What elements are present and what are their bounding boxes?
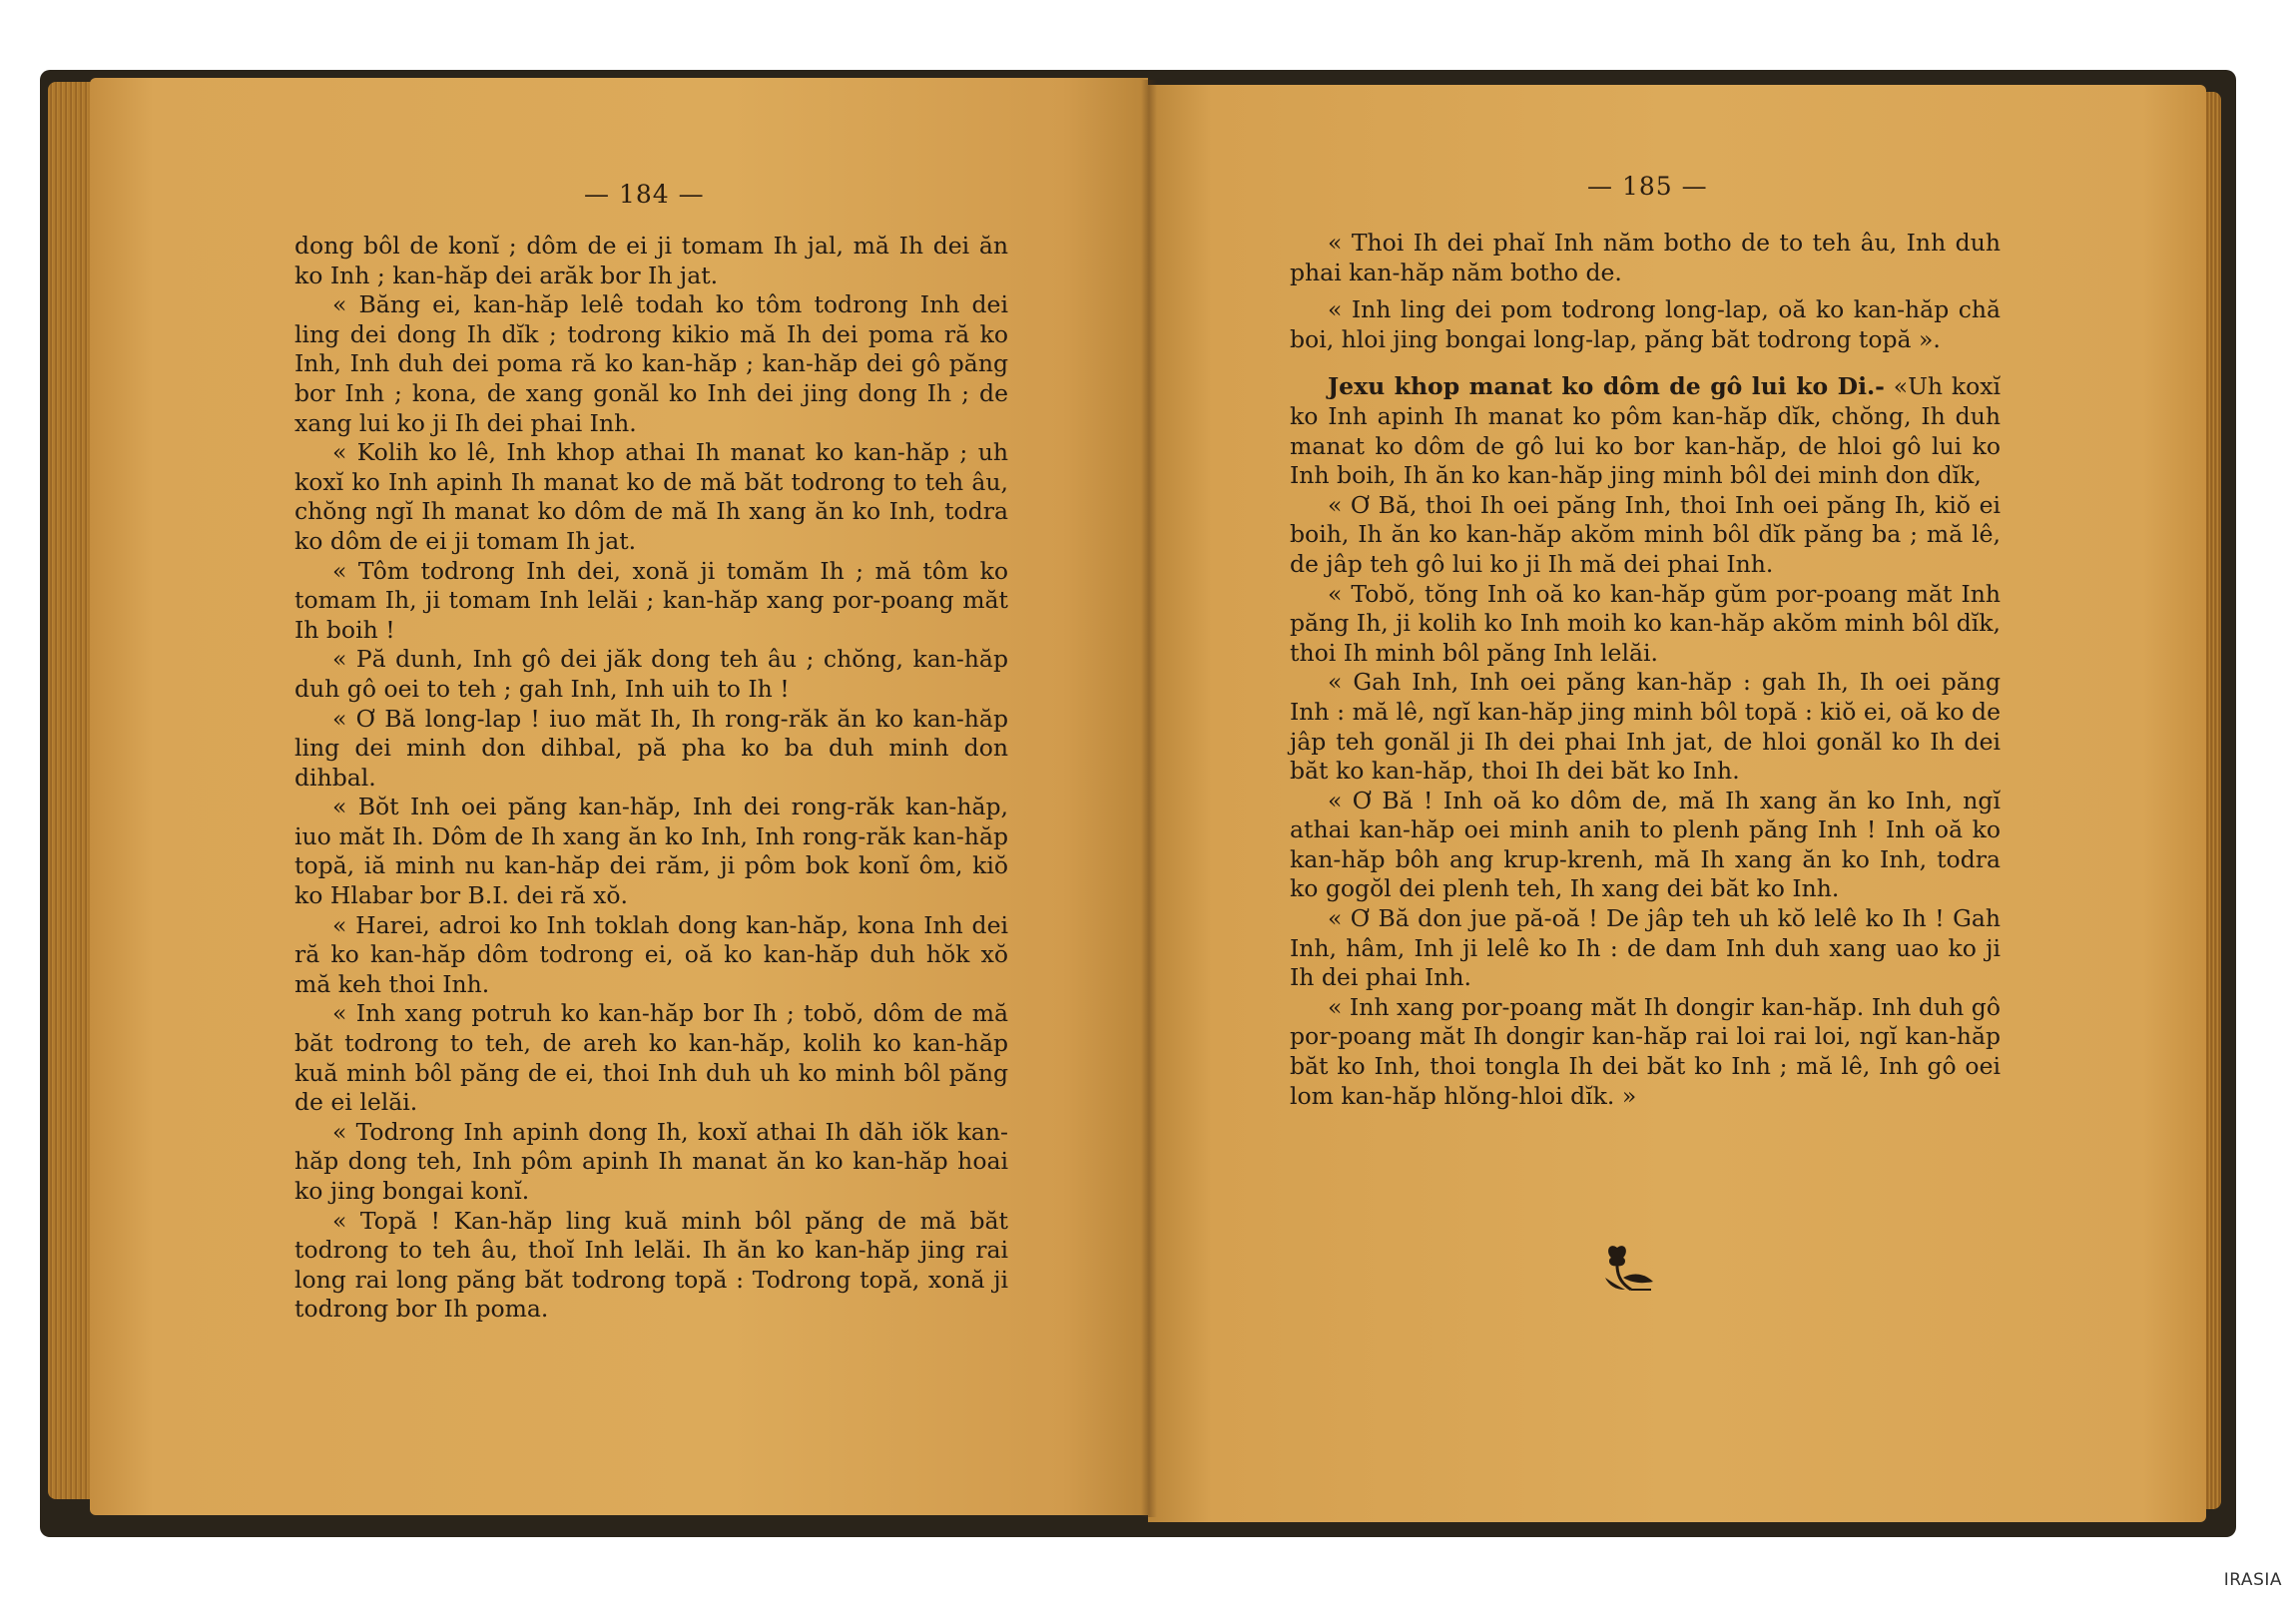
left-paragraph-10: « Todrong Inh apinh dong Ih, koxĭ athai Ih dăh iŏk kan-hăp dong teh, Inh pôm apinh Ih manat ăn ko kan-hăp hoai ko jing bongai konĭ. [294, 1117, 1008, 1205]
left-paragraph-6: « Ơ Bă long-lap ! iuo măt Ih, Ih rong-răk ăn ko kan-hăp ling dei minh don dihbal, pă pha ko ba duh minh don dihbal. [294, 704, 1008, 792]
book-gutter [1141, 80, 1157, 1517]
left-paragraph-8: « Harei, adroi ko Inh toklah dong kan-hăp, kona Inh dei ră ko kan-hăp dôm todrong ei, oă ko kan-hăp duh hŏk xŏ mă keh thoi Inh. [294, 910, 1008, 998]
section-paragraph-lead [1290, 372, 2001, 490]
right-page-text [1290, 229, 2001, 1111]
left-paragraph-7: « Bŏt Inh oei păng kan-hăp, Inh dei rong-răk kan-hăp, iuo măt Ih. Dôm de Ih xang ăn ko Inh, Inh rong-răk kan-hăp topă, iă minh nu kan-hăp dei răm, ji pôm bok konĭ ôm, kiŏ ko Hlabar bor B.I. dei ră xŏ. [294, 793, 1008, 910]
section-paragraph-4: « Gah Inh, Inh oei păng kan-hăp : gah Ih, Ih oei păng Inh : mă lê, ngĭ kan-hăp jing minh bôl topă : kiŏ ei, oă ko de jâp teh gonăl ji Ih dei phai Inh jat, de hloi gonăl ko Ih dei băt ko kan-hăp, thoi Ih dei băt ko Inh. [1290, 668, 2001, 786]
right-page-number: — 185 — [1587, 172, 1708, 201]
right-paragraph-2: « Inh ling dei pom todrong long-lap, oă ko kan-hăp chă boi, hloi jing bongai long-lap, păng băt todrong topă ». [1290, 295, 2001, 353]
section-paragraph-5: « Ơ Bă ! Inh oă ko dôm de, mă Ih xang ăn ko Inh, ngĭ athai kan-hăp oei minh anih to plenh păng Inh ! Inh oă ko kan-hăp bôh ang krup-krenh, mă Ih xang ăn ko Inh, todra ko gogŏl dei plenh teh, Ih xang dei băt ko Inh. [1290, 786, 2001, 903]
left-paragraph-4: « Tôm todrong Inh dei, xonă ji tomăm Ih ; mă tôm ko tomam Ih, ji tomam Inh lelăi ; kan-hăp xang por-poang măt Ih boih ! [294, 556, 1008, 644]
left-paragraph-3: « Kolih ko lê, Inh khop athai Ih manat ko kan-hăp ; uh koxĭ ko Inh apinh Ih manat ko de mă băt todrong to teh âu, chŏng ngĭ Ih manat ko dôm de mă Ih xang ăn ko Inh, todra ko dôm de ei ji tomam Ih jat. [294, 438, 1008, 555]
right-paragraph-1: « Thoi Ih dei phaĭ Inh năm botho de to teh âu, Inh duh phai kan-hăp năm botho de. [1290, 229, 2001, 286]
section-paragraph-7: « Inh xang por-poang măt Ih dongir kan-hăp. Inh duh gô por-poang măt Ih dongir kan-hăp rai loi rai loi, ngĭ kan-hăp băt ko Inh, thoi tongla Ih dei băt ko Inh ; mă lê, Inh gô oei lom kan-hăp hlŏng-hloi dĭk. » [1290, 992, 2001, 1110]
watermark-label: IRASIA [2223, 1570, 2282, 1590]
flower-ornament-icon [1587, 1238, 1667, 1298]
left-paragraph-2: « Băng ei, kan-hăp lelê todah ko tôm todrong Inh dei ling dei dong Ih dĭk ; todrong kikio mă Ih dei poma ră ko Inh, Inh duh dei poma ră ko kan-hăp ; kan-hăp dei gô păng bor Inh ; kona, de xang gonăl ko Inh dei jing dong Ih ; de xang lui ko ji Ih dei phai Inh. [294, 290, 1008, 437]
section-paragraph-1: «Uh koxĭ ko Inh apinh Ih manat ko pôm kan-hăp dĭk, chŏng, Ih duh manat ko dôm de gô lui ko bor kan-hăp, de hloi gô lui ko Inh boih, Ih ăn ko kan-hăp jing minh bôl dei minh don dĭk, [1290, 372, 2001, 490]
left-paragraph-1: dong bôl de konĭ ; dôm de ei ji tomam Ih jal, mă Ih dei ăn ko Inh ; kan-hăp dei arăk bor Ih jat. [294, 232, 1008, 289]
section-paragraph-3: « Tobŏ, tŏng Inh oă ko kan-hăp gŭm por-poang măt Inh păng Ih, ji kolih ko Inh moih ko kan-hăp akŏm minh bôl dĭk, thoi Ih minh bôl păng Inh lelăi. [1290, 579, 2001, 667]
section-paragraph-2: « Ơ Bă, thoi Ih oei păng Inh, thoi Inh oei păng Ih, kiŏ ei boih, Ih ăn ko kan-hăp akŏm minh bôl dĭk păng ba ; mă lê, de jâp teh gô lui ko ji Ih mă dei phai Inh. [1290, 490, 2001, 578]
left-paragraph-9: « Inh xang potruh ko kan-hăp bor Ih ; tobŏ, dôm de mă băt todrong to teh, de areh ko kan-hăp, kolih ko kan-hăp kuă minh bôl păng de ei, thoi Inh duh uh ko minh bôl păng de ei lelăi. [294, 999, 1008, 1117]
left-paragraph-11: « Topă ! Kan-hăp ling kuă minh bôl păng de mă băt todrong to teh âu, thoĭ Inh lelăi. Ih ăn ko kan-hăp jing rai long rai long păng băt todrong topă : Todrong topă, xonă ji todrong bor Ih poma. [294, 1206, 1008, 1324]
left-page-text [294, 232, 1008, 1325]
section-paragraph-6: « Ơ Bă don jue pă-oă ! De jâp teh uh kŏ lelê ko Ih ! Gah Inh, hâm, Inh ji lelê ko Ih : de dam Inh duh xang uao ko ji Ih dei phai Inh. [1290, 904, 2001, 992]
left-page-number: — 184 — [584, 180, 705, 209]
left-paragraph-5: « Pă dunh, Inh gô dei jăk dong teh âu ; chŏng, kan-hăp duh gô oei to teh ; gah Inh, Inh uih to Ih ! [294, 645, 1008, 703]
section-heading: Jexu khop manat ko dôm de gô lui ko Di.- [1328, 372, 1885, 401]
